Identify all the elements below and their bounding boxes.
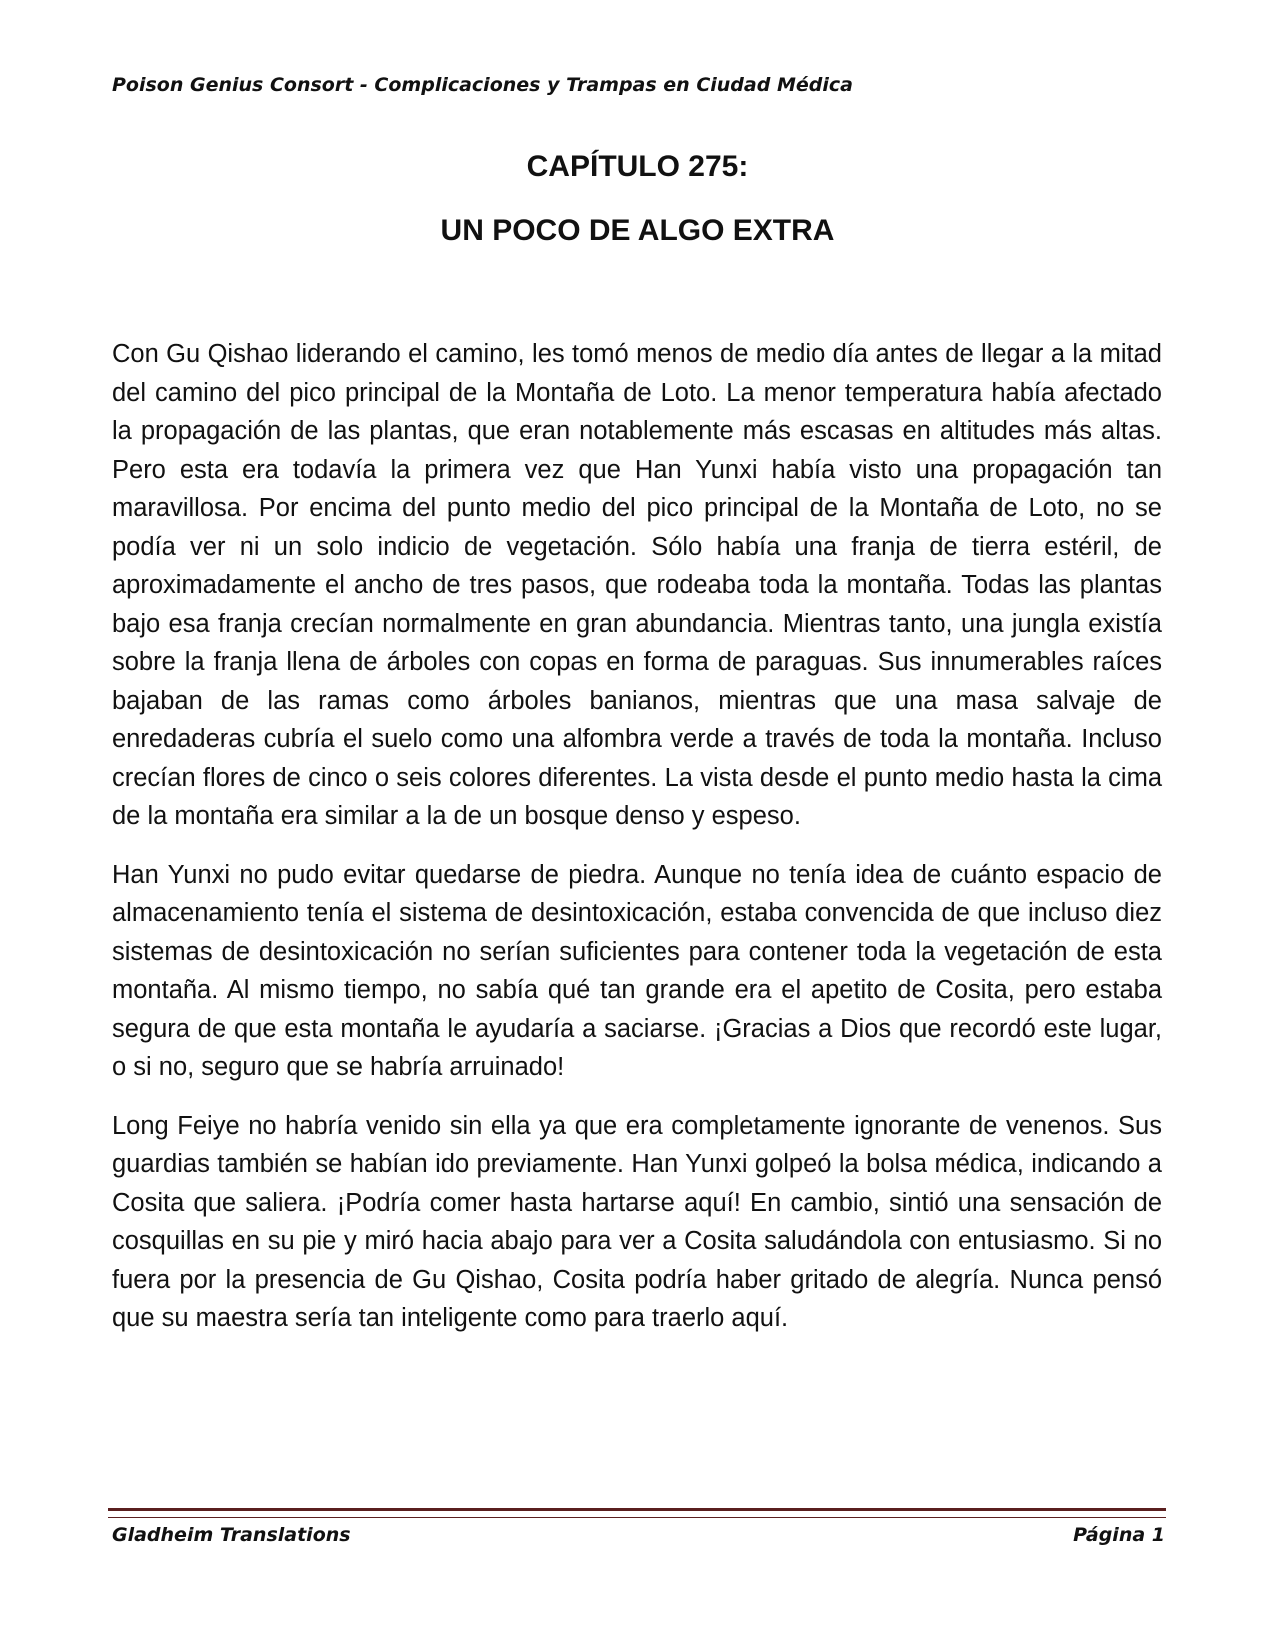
footer-page-number: Página 1 bbox=[1073, 1524, 1165, 1546]
paragraph-3: Long Feiye no habría venido sin ella ya que era completamente ignorante de venenos. Sus guardias también se habían ido previamente. Han Yunxi golpeó la bolsa médica, indicando a Cosita que saliera. ¡Podría comer hasta hartarse aquí! En cambio, sintió una sensación de cosquillas en su pie y miró hacia abajo para ver a Cosita saludándola con entusiasmo. Si no fuera por la presencia de Gu Qishao, Cosita podría haber gritado de alegría. Nunca pensó que su maestra sería tan inteligente como para traerlo aquí. bbox=[112, 1111, 1162, 1332]
chapter-number: CAPÍTULO 275: bbox=[526, 150, 749, 183]
running-header: Poison Genius Consort - Complicaciones y Trampas en Ciudad Médica bbox=[112, 74, 853, 96]
chapter-body bbox=[112, 335, 1162, 1358]
paragraph-1: Con Gu Qishao liderando el camino, les tomó menos de medio día antes de llegar a la mitad del camino del pico principal de la Montaña de Loto. La menor temperatura había afectado la propagación de las plantas, que eran notablemente más escasas en altitudes más altas. Pero esta era todavía la primera vez que Han Yunxi había visto una propagación tan maravillosa. Por encima del punto medio del pico principal de la Montaña de Loto, no se podía ver ni un solo indicio de vegetación. Sólo había una franja de tierra estéril, de aproximadamente el ancho de tres pasos, que rodeaba toda la montaña. Todas las plantas bajo esa franja crecían normalmente en gran abundancia. Mientras tanto, una jungla existía sobre la franja llena de árboles con copas en forma de paraguas. Sus innumerables raíces bajaban de las ramas como árboles banianos, mientras que una masa salvaje de enredaderas cubría el suelo como una alfombra verde a través de toda la montaña. Incluso crecían flores de cinco o seis colores diferentes. La vista desde el punto medio hasta la cima de la montaña era similar a la de un bosque denso y espeso. bbox=[112, 340, 1162, 830]
footer-divider bbox=[108, 1508, 1166, 1518]
paragraph-2: Han Yunxi no pudo evitar quedarse de piedra. Aunque no tenía idea de cuánto espacio de almacenamiento tenía el sistema de desintoxicación, estaba convencida de que incluso diez sistemas de desintoxicación no serían suficientes para contener toda la vegetación de esta montaña. Al mismo tiempo, no sabía qué tan grande era el apetito de Cosita, pero estaba segura de que esta montaña le ayudaría a saciarse. ¡Gracias a Dios que recordó este lugar, o si no, seguro que se habría arruinado! bbox=[112, 860, 1162, 1081]
footer-publisher: Gladheim Translations bbox=[112, 1524, 351, 1546]
chapter-title: UN POCO DE ALGO EXTRA bbox=[440, 214, 835, 247]
